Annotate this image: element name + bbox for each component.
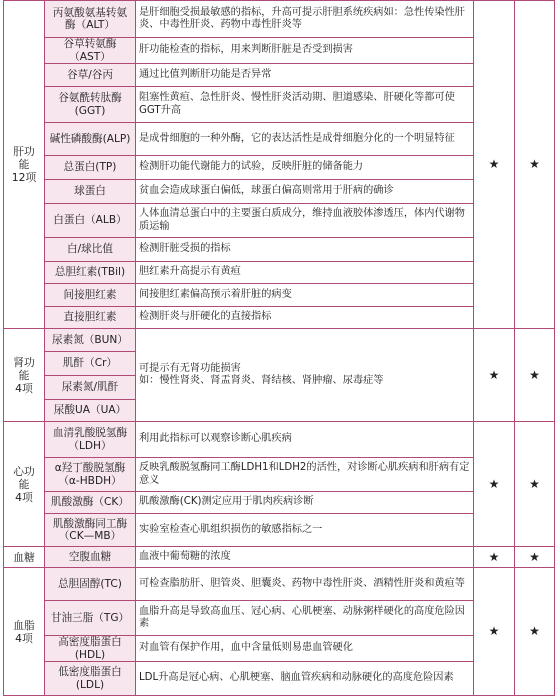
- item-name: 总蛋白(TP): [45, 156, 136, 180]
- category-text: 12项: [11, 171, 37, 184]
- item-name: 总胆固醇(TC): [45, 568, 136, 601]
- item-desc: 人体血清总蛋白中的主要蛋白质成分，维持血液胶体渗透压，体内代谢物质运输: [136, 204, 474, 238]
- star-mark: ★: [515, 329, 555, 422]
- category-text: 能: [18, 158, 30, 171]
- item-name: 白蛋白（ALB）: [45, 204, 136, 238]
- item-name: 甘油三脂（TG）: [45, 601, 136, 636]
- item-name: 肌酸激酶同工酶（CK—MB）: [45, 514, 136, 547]
- category-sugar: [4, 547, 45, 568]
- item-desc: 通过比值判断肝功能是否异常: [136, 64, 474, 87]
- item-desc: 反映乳酸脱氢酶同工酶LDH1和LDH2的活性，对诊断心肌疾病和肝病有定意义: [136, 458, 474, 492]
- star-mark: ★: [474, 547, 515, 568]
- desc-line: 可提示有无肾功能损害: [139, 362, 241, 374]
- item-desc: 胆红素升高提示有黄疸: [136, 262, 474, 284]
- item-name: 高密度脂蛋白(HDL): [45, 636, 136, 662]
- table-row: [4, 284, 555, 307]
- item-name: 谷草/谷丙: [45, 64, 136, 87]
- item-desc: 检测肝脏受损的指标: [136, 238, 474, 262]
- item-name: 谷氨酰转肽酶(GGT): [45, 87, 136, 123]
- star-mark: ★: [474, 568, 515, 696]
- category-text: 能: [18, 368, 30, 382]
- item-desc: 肌酸激酶(CK)测定应用于肌肉疾病诊断: [136, 492, 474, 514]
- desc-line: 如：慢性肾炎、肾盂肾炎、肾结核、肾肿瘤、尿毒症等: [139, 375, 384, 386]
- item-desc: 可检查脂肪肝、胆管炎、胆囊炎、药物中毒性肝炎、酒精性肝炎和黄疸等: [136, 568, 474, 601]
- table-row: [4, 64, 555, 87]
- item-name: 尿酸UA（UA）: [45, 400, 136, 422]
- table-row: [4, 601, 555, 636]
- item-name: 肌酐（Cr）: [45, 352, 136, 376]
- category-text: 肝功: [13, 145, 35, 158]
- star-mark: ★: [515, 547, 555, 568]
- category-text: 血脂: [13, 618, 35, 632]
- item-name: 血清乳酸脱氢酶（LDH）: [45, 422, 136, 458]
- category-liver: [4, 1, 45, 329]
- category-heart: [4, 422, 45, 547]
- table-row: [4, 514, 555, 547]
- item-name: 总胆红素(TBil): [45, 262, 136, 284]
- table-row: [4, 662, 555, 696]
- item-desc: 血液中葡萄糖的浓度: [136, 547, 474, 568]
- item-desc: 是成骨细胞的一种外酶，它的表达活性是成骨细胞分化的一个明显特征: [136, 123, 474, 156]
- star-mark: ★: [515, 1, 555, 329]
- health-check-table: [3, 0, 555, 696]
- item-name: 低密度脂蛋白(LDL): [45, 662, 136, 696]
- item-desc: 检测肝功能代谢能力的试验，反映肝脏的储备能力: [136, 156, 474, 180]
- table-row: [4, 568, 555, 601]
- item-name: 尿素氮/肌酐: [45, 376, 136, 400]
- item-name: 碱性磷酸酶(ALP): [45, 123, 136, 156]
- table-row: [4, 156, 555, 180]
- item-desc: 利用此指标可以观察诊断心肌疾病: [136, 422, 474, 458]
- item-name: 肌酸激酶（CK）: [45, 492, 136, 514]
- item-name: 谷草转氨酶（AST）: [45, 38, 136, 64]
- table-row: [4, 38, 555, 64]
- category-text: 4项: [15, 490, 33, 504]
- category-lipid: [4, 568, 45, 696]
- item-name: α羟丁酸脱氢酶（α-HBDH）: [45, 458, 136, 492]
- item-name: 尿素氮（BUN）: [45, 329, 136, 352]
- item-desc: 阻塞性黄疸、急性肝炎、慢性肝炎活动期、胆道感染、肝硬化等都可使GGT升高: [136, 87, 474, 123]
- item-desc: 是肝细胞受损最敏感的指标，升高可提示肝胆系统疾病如：急性传染性肝炎、中毒性肝炎、药物中毒性肝炎等: [136, 1, 474, 38]
- item-desc: 检测肝炎与肝硬化的直接指标: [136, 307, 474, 329]
- star-mark: ★: [515, 422, 555, 547]
- table-row: [4, 1, 555, 38]
- table-row: [4, 87, 555, 123]
- table-row: [4, 329, 555, 352]
- category-text: 心功: [13, 464, 35, 478]
- table-row: [4, 492, 555, 514]
- item-name: 白/球比值: [45, 238, 136, 262]
- item-desc: 贫血会造成球蛋白偏低，球蛋白偏高则常用于肝病的确诊: [136, 180, 474, 204]
- category-text: 4项: [15, 381, 33, 395]
- item-desc: 对血管有保护作用，血中含量低则易患血管硬化: [136, 636, 474, 662]
- table-row: [4, 422, 555, 458]
- item-name: 球蛋白: [45, 180, 136, 204]
- table-row: [4, 262, 555, 284]
- category-text: 4项: [15, 631, 33, 645]
- star-mark: ★: [474, 1, 515, 329]
- category-text: 能: [18, 477, 30, 491]
- item-desc: 实验室检查心肌组织损伤的敏感指标之一: [136, 514, 474, 547]
- item-name: 直接胆红素: [45, 307, 136, 329]
- table-row: [4, 238, 555, 262]
- table-row: [4, 547, 555, 568]
- table-row: [4, 180, 555, 204]
- table-row: [4, 636, 555, 662]
- item-desc: 间接胆红素偏高预示着肝脏的病变: [136, 284, 474, 307]
- item-desc: LDL升高是冠心病、心肌梗塞、脑血管疾病和动脉硬化的高度危险因素: [136, 662, 474, 696]
- star-mark: ★: [515, 568, 555, 696]
- item-desc: 肝功能检查的指标，用来判断肝脏是否受到损害: [136, 38, 474, 64]
- kidney-desc: [136, 329, 474, 422]
- category-kidney: [4, 329, 45, 422]
- table-row: [4, 458, 555, 492]
- item-desc: 血脂升高是导致高血压、冠心病、心肌梗塞、动脉粥样硬化的高度危险因素: [136, 601, 474, 636]
- table-row: [4, 204, 555, 238]
- item-name: 间接胆红素: [45, 284, 136, 307]
- table-row: [4, 307, 555, 329]
- star-mark: ★: [474, 329, 515, 422]
- table-row: [4, 123, 555, 156]
- item-name: 空腹血糖: [45, 547, 136, 568]
- category-text: 血糖: [13, 550, 35, 564]
- star-mark: ★: [474, 422, 515, 547]
- item-name: 丙氨酸氨基转氨酶（ALT）: [45, 1, 136, 38]
- category-text: 肾功: [13, 355, 35, 369]
